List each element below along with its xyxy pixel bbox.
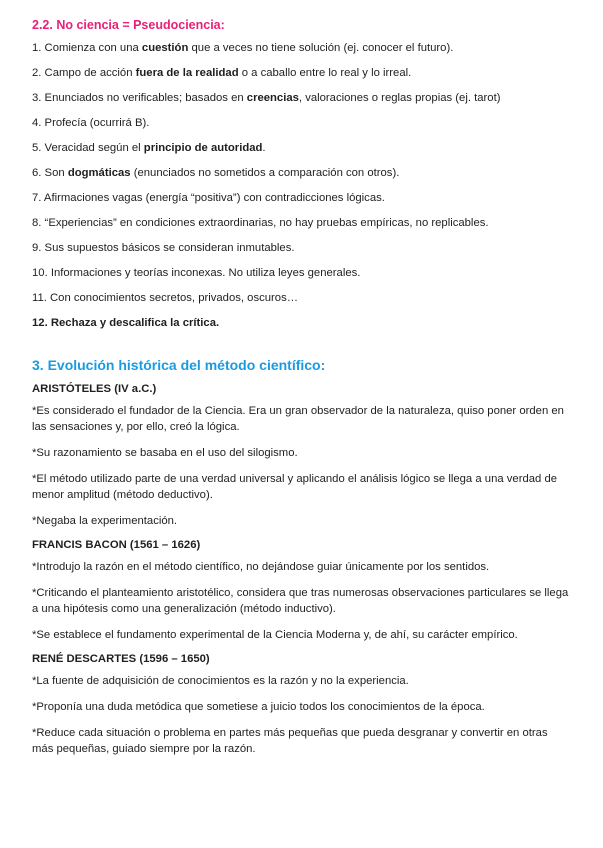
list-item: 5. Veracidad según el principio de autoridad. [32, 142, 266, 154]
paragraph: *Su razonamiento se basaba en el uso del silogismo. [32, 447, 298, 459]
list-item: 4. Profecía (ocurrirá B). [32, 117, 150, 129]
pseudociencia-list [32, 41, 571, 330]
list-item: 2. Campo de acción fuera de la realidad o a caballo entre lo real y lo irreal. [32, 67, 412, 79]
heading-bacon: FRANCIS BACON (1561 – 1626) [32, 539, 201, 551]
list-item: 11. Con conocimientos secretos, privados, oscuros… [32, 292, 299, 304]
paragraph: *Se establece el fundamento experimental de la Ciencia Moderna y, de ahí, su carácter empírico. [32, 629, 518, 641]
paragraph: *Es considerado el fundador de la Ciencia. Era un gran observador de la naturaleza, quiso poner orden en las sensaciones y, por ello, creó la lógica. [32, 405, 564, 433]
paragraph: *Reduce cada situación o problema en partes más pequeñas que pueda desgranar y convertir en otras más pequeñas, guiado siempre por la razón. [32, 727, 548, 755]
list-item: 7. Afirmaciones vagas (energía “positiva”) con contradicciones lógicas. [32, 192, 385, 204]
paragraph: *Negaba la experimentación. [32, 515, 178, 527]
paragraph: *Introdujo la razón en el método científico, no dejándose guiar únicamente por los sentidos. [32, 561, 490, 573]
paragraph: *Proponía una duda metódica que sometiese a juicio todos los conocimientos de la época. [32, 701, 485, 713]
paragraph: *Criticando el planteamiento aristotélico, considera que tras numerosas observaciones particulares se llega a una hipótesis como una generalización (método inductivo). [32, 587, 569, 615]
heading-aristoteles: ARISTÓTELES (IV a.C.) [32, 383, 157, 395]
list-item: 3. Enunciados no verificables; basados en creencias, valoraciones o reglas propias (ej. tarot) [32, 92, 501, 104]
list-item: 9. Sus supuestos básicos se consideran inmutables. [32, 242, 295, 254]
paragraph: *La fuente de adquisición de conocimientos es la razón y no la experiencia. [32, 675, 409, 687]
heading-descartes: RENÉ DESCARTES (1596 – 1650) [32, 653, 210, 665]
list-item: 6. Son dogmáticas (enunciados no sometidos a comparación con otros). [32, 167, 400, 179]
list-item: 1. Comienza con una cuestión que a veces no tiene solución (ej. conocer el futuro). [32, 42, 454, 54]
section-title-pseudociencia: 2.2. No ciencia = Pseudociencia: [32, 18, 225, 32]
paragraph: *El método utilizado parte de una verdad universal y aplicando el análisis lógico se llega a una verdad de menor amplitud (método deductivo). [32, 473, 558, 501]
list-item: 10. Informaciones y teorías inconexas. No utiliza leyes generales. [32, 267, 361, 279]
list-item: 8. “Experiencias” en condiciones extraordinarias, no hay pruebas empíricas, no replicables. [32, 217, 489, 229]
section-title-evolucion: 3. Evolución histórica del método científico: [32, 357, 326, 373]
list-item-last: 12. Rechaza y descalifica la crítica. [32, 317, 220, 329]
